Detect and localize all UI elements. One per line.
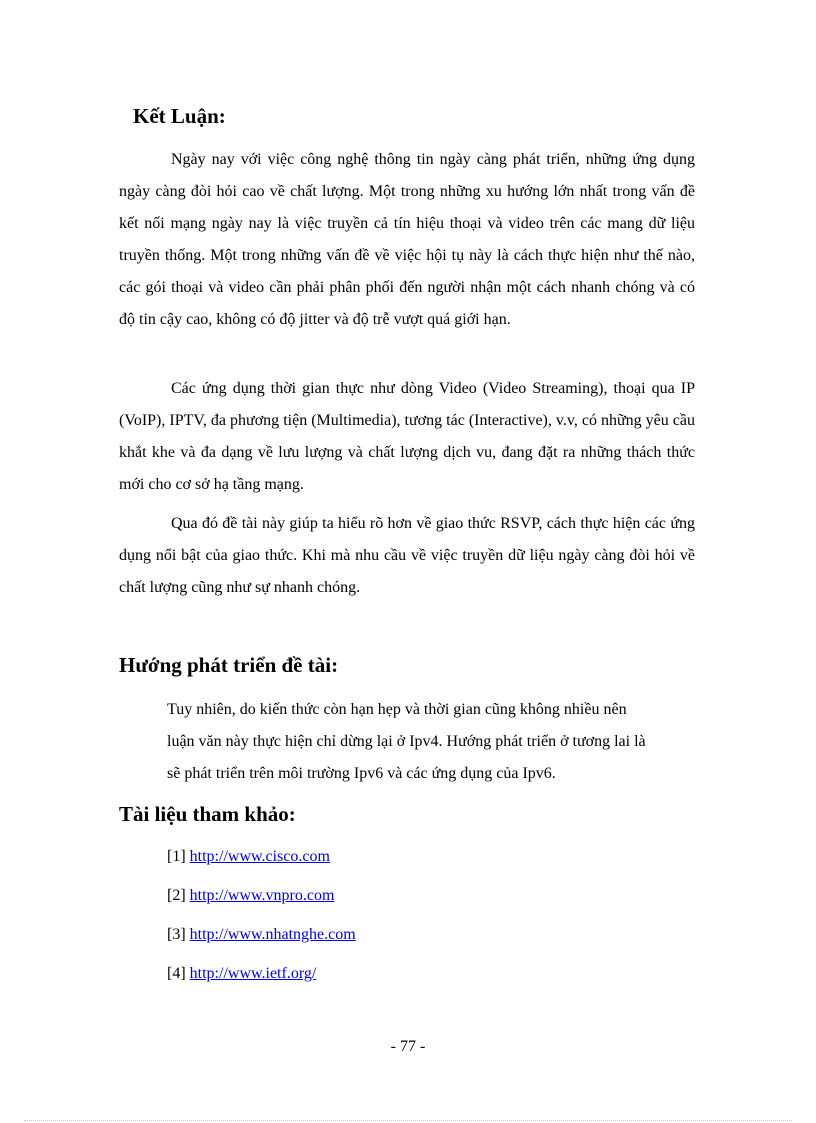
development-line: sẽ phát triển trên môi trường Ipv6 và các ứng dụng của Ipv6. — [167, 765, 556, 782]
conclusion-paragraph-2: Các ứng dụng thời gian thực như dòng Video (Video Streaming), thoại qua IP (VoIP), IPTV, đa phương tiện (Multimedia), tương tác (Interactive), v.v, có những yêu cầu khắt khe và đa dạng về lưu lượng và chất lượng dịch vu, đang đặt ra những thách thức mới cho cơ sở hạ tầng mạng. — [119, 380, 695, 493]
conclusion-heading: Kết Luận: — [133, 104, 226, 128]
reference-link[interactable]: http://www.nhatnghe.com — [189, 926, 356, 943]
reference-number: [1] — [167, 848, 186, 865]
reference-number: [3] — [167, 926, 186, 943]
reference-link[interactable]: http://www.vnpro.com — [189, 887, 335, 904]
page-number: - 77 - — [390, 1038, 426, 1055]
reference-number: [2] — [167, 887, 186, 904]
reference-item — [167, 963, 316, 985]
reference-link[interactable]: http://www.ietf.org/ — [189, 965, 317, 982]
reference-number: [4] — [167, 965, 186, 982]
reference-item — [167, 924, 356, 946]
development-line: luận văn này thực hiện chỉ dừng lại ở Ipv4. Hướng phát triển ở tương lai là — [167, 733, 646, 750]
reference-item — [167, 846, 330, 868]
development-paragraph — [167, 694, 646, 790]
reference-item — [167, 885, 334, 907]
page-bottom-divider — [24, 1120, 792, 1121]
development-line: Tuy nhiên, do kiến thức còn hạn hẹp và thời gian cũng không nhiều nên — [167, 701, 627, 718]
conclusion-paragraph-1: Ngày nay với việc công nghệ thông tin ngày càng phát triển, những ứng dụng ngày càng đòi hỏi cao về chất lượng. Một trong những xu hướng lớn nhất trong vấn đề kết nối mạng ngày nay là việc truyền cả tín hiệu thoại và video trên các mang dữ liệu truyền thống. Một trong những vấn đề về việc hội tụ này là cách thực hiện như thế nào, các gói thoại và video cần phải phân phối đến người nhận một cách nhanh chóng và có độ tin cậy cao, không có độ jitter và độ trễ vượt quá giới hạn. — [119, 151, 695, 328]
reference-link[interactable]: http://www.cisco.com — [189, 848, 330, 865]
conclusion-paragraph-3: Qua đó đề tài này giúp ta hiểu rõ hơn về giao thức RSVP, cách thực hiện các ứng dụng nổi bật của giao thức. Khi mà nhu cầu về việc truyền dữ liệu ngày càng đòi hỏi về chất lượng cũng như sự nhanh chóng. — [119, 515, 695, 596]
references-heading: Tài liệu tham khảo: — [119, 802, 296, 826]
development-heading: Hướng phát triển đề tài: — [119, 653, 339, 677]
